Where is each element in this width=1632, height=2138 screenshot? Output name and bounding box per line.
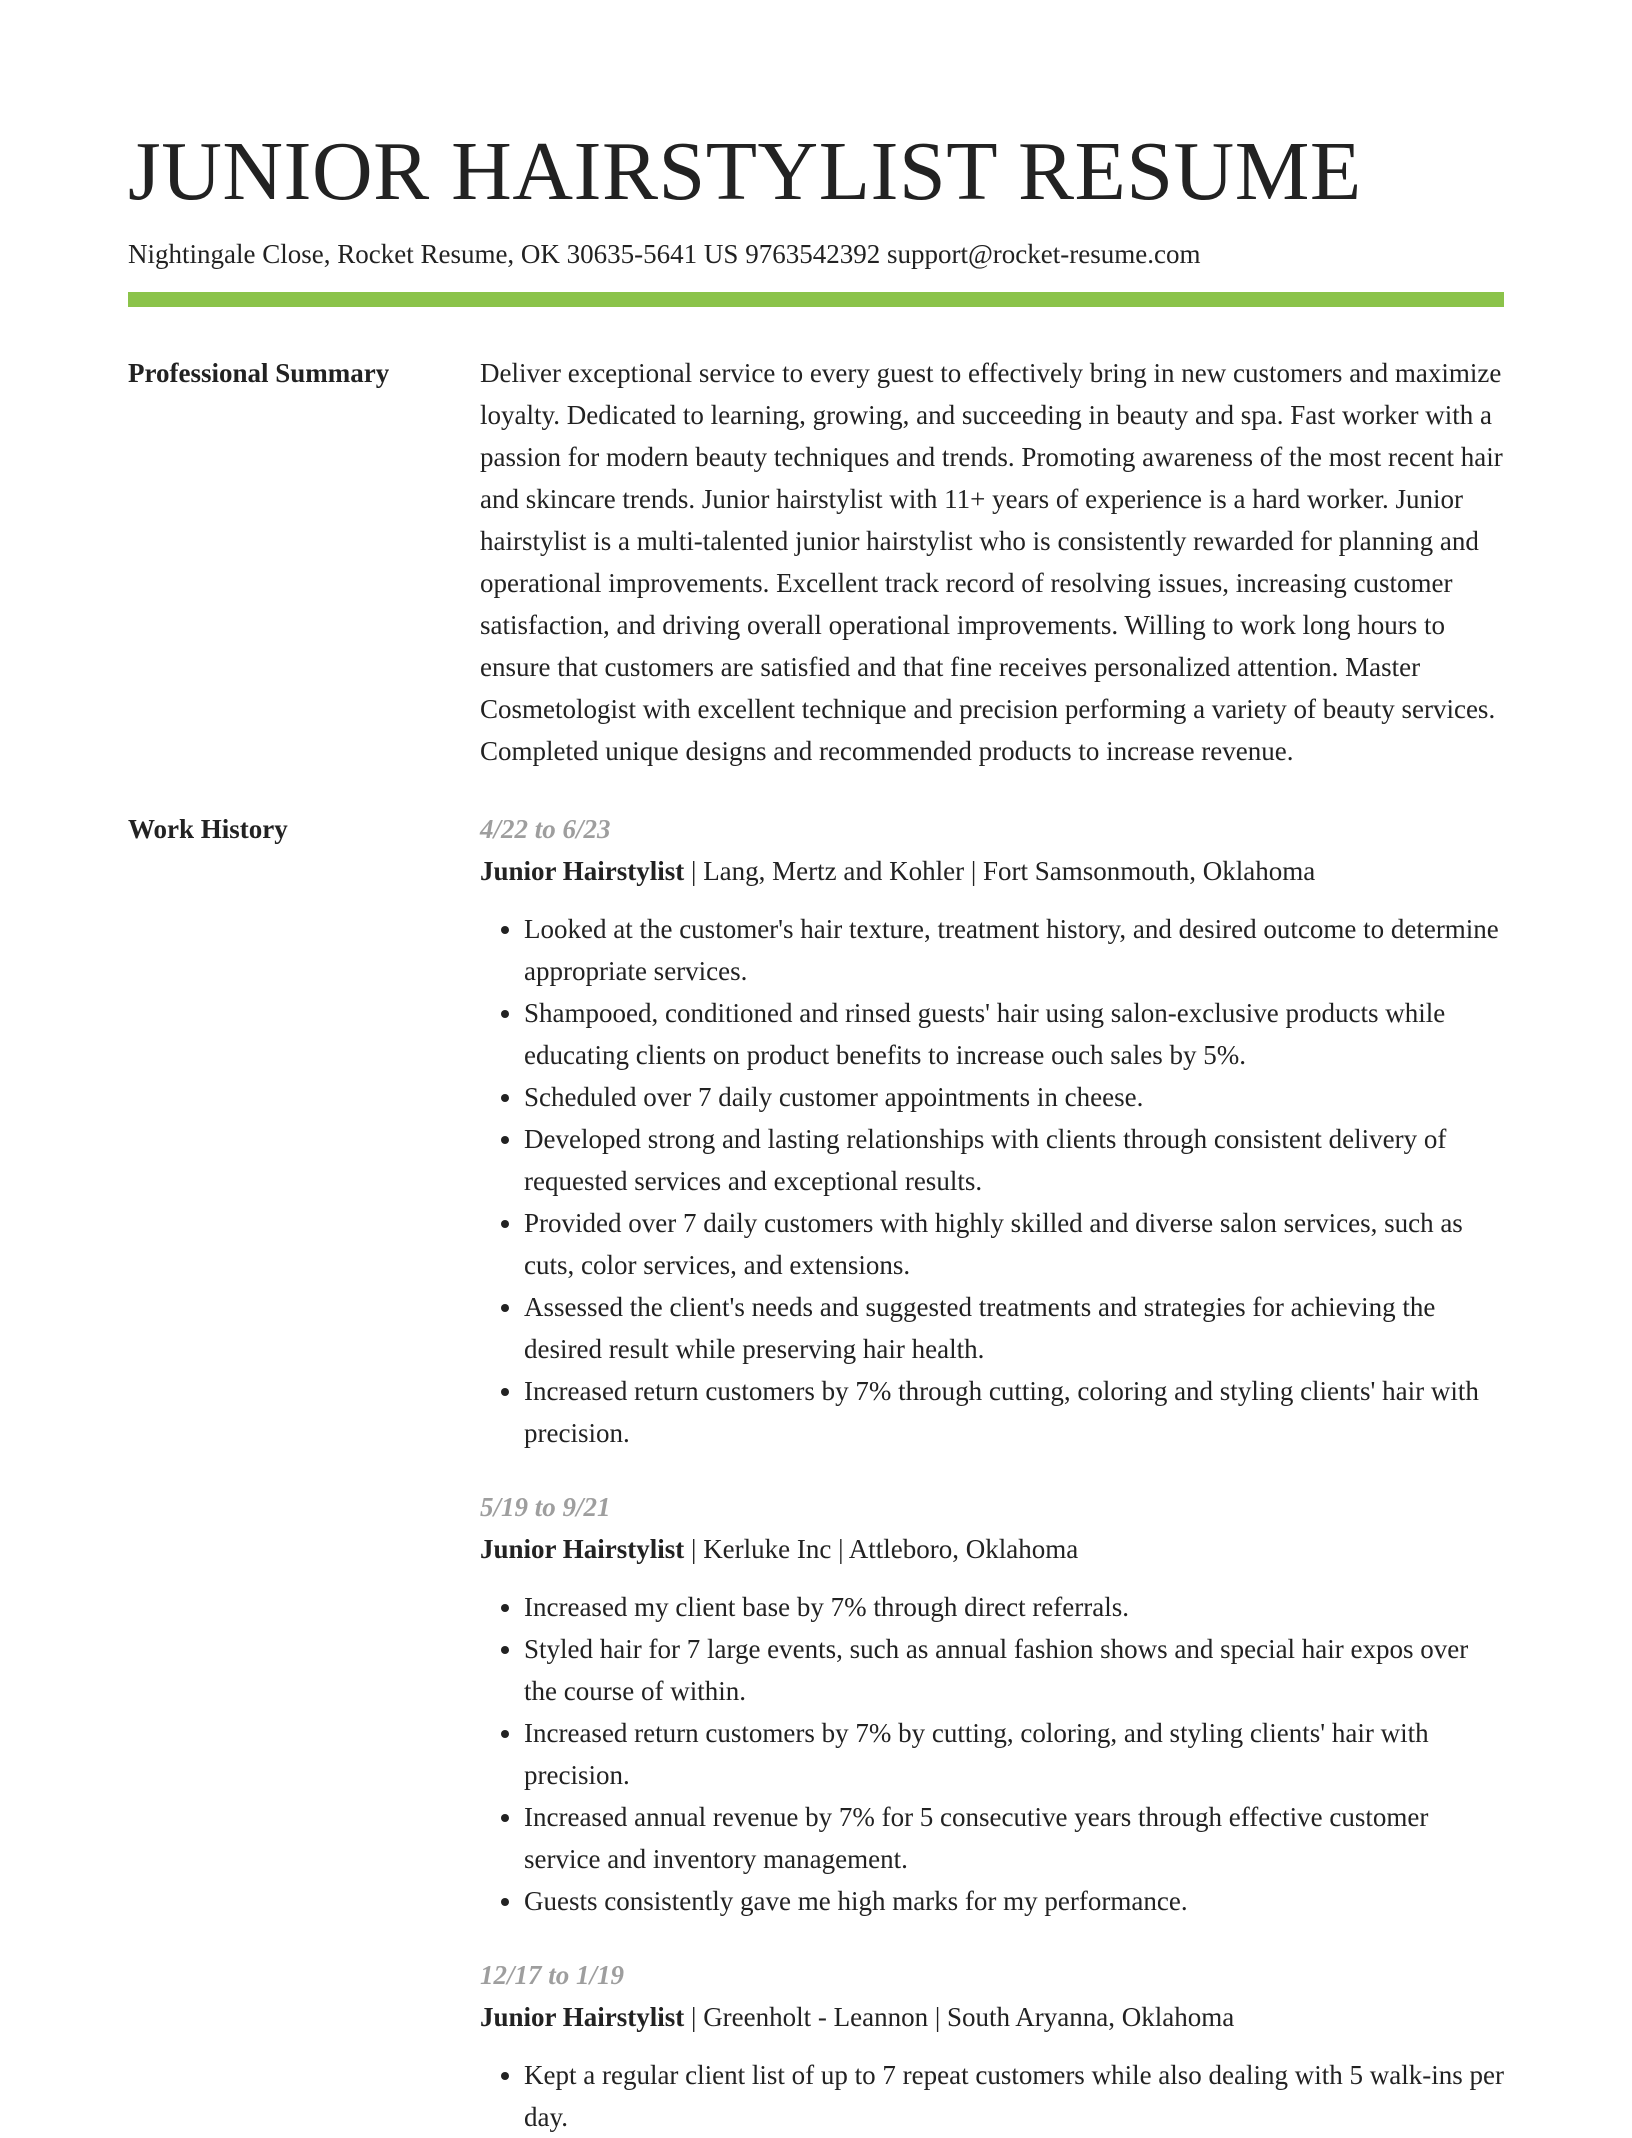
- duty-item: • Scheduled over 7 daily customer appointments in cheese.: [524, 1076, 1504, 1118]
- separator: |: [964, 856, 983, 886]
- duty-list: [480, 908, 1504, 1454]
- job-company: Greenholt - Leannon: [703, 2002, 929, 2032]
- separator: |: [928, 2002, 948, 2032]
- duty-item: • Styled hair for 7 large events, such as annual fashion shows and special hair expos over the course of within.: [524, 1628, 1504, 1712]
- header-divider: [128, 292, 1504, 307]
- duty-item: • Increased return customers by 7% by cutting, coloring, and styling clients' hair with precision.: [524, 1712, 1504, 1796]
- job-company: Lang, Mertz and Kohler: [703, 856, 965, 886]
- duty-item: • Increased annual revenue by 7% for 5 consecutive years through effective customer service and inventory management.: [524, 1796, 1504, 1880]
- job-list: [480, 808, 1504, 2138]
- duty-list: [480, 2054, 1504, 2138]
- job-entry: [480, 808, 1504, 1454]
- duty-item: • Increased return customers by 7% through cutting, coloring and styling clients' hair with precision.: [524, 1370, 1504, 1454]
- summary-section: [128, 352, 1504, 772]
- job-location: Fort Samsonmouth, Oklahoma: [983, 856, 1316, 886]
- job-title: Junior Hairstylist: [480, 1534, 685, 1564]
- job-dates: 12/17 to 1/19: [480, 1960, 625, 1990]
- separator: |: [684, 2002, 704, 2032]
- duty-list: [480, 1586, 1504, 1922]
- duty-item: • Looked at the customer's hair texture, treatment history, and desired outcome to determine appropriate services.: [524, 908, 1504, 992]
- summary-label: Professional Summary: [128, 358, 390, 388]
- duty-item: • Guests consistently gave me high marks for my performance.: [524, 1880, 1504, 1922]
- resume-title: JUNIOR HAIRSTYLIST RESUME: [128, 125, 1362, 218]
- separator: |: [831, 1534, 849, 1564]
- job-entry: [480, 1954, 1504, 2138]
- job-location: South Aryanna, Oklahoma: [947, 2002, 1235, 2032]
- job-heading: [480, 1528, 1504, 1570]
- job-title: Junior Hairstylist: [480, 856, 685, 886]
- separator: |: [684, 856, 704, 886]
- duty-item: • Assessed the client's needs and suggested treatments and strategies for achieving the desired result while preserving hair health.: [524, 1286, 1504, 1370]
- duty-item: • Kept a regular client list of up to 7 repeat customers while also dealing with 5 walk-ins per day.: [524, 2054, 1504, 2138]
- contact-line: Nightingale Close, Rocket Resume, OK 30635-5641 US 9763542392 support@rocket-resume.com: [128, 239, 1201, 269]
- job-heading: [480, 850, 1504, 892]
- work-history-label: Work History: [128, 814, 288, 844]
- job-company: Kerluke Inc: [703, 1534, 832, 1564]
- resume-page: [128, 118, 1504, 2138]
- duty-item: • Increased my client base by 7% through direct referrals.: [524, 1586, 1504, 1628]
- duty-item: • Developed strong and lasting relationships with clients through consistent delivery of requested services and exceptional results.: [524, 1118, 1504, 1202]
- summary-text: Deliver exceptional service to every guest to effectively bring in new customers and maximize loyalty. Dedicated to learning, growing, and succeeding in beauty and spa. Fast worker with a passion for modern beauty techniques and trends. Promoting awareness of the most recent hair and skincare trends. Junior hairstylist with 11+ years of experience is a hard worker. Junior hairstylist is a multi-talented junior hairstylist who is consistently rewarded for planning and operational improvements. Excellent track record of resolving issues, increasing customer satisfaction, and driving overall operational improvements. Willing to work long hours to ensure that customers are satisfied and that fine receives personalized attention. Master Cosmetologist with excellent technique and precision performing a variety of beauty services. Completed unique designs and recommended products to increase revenue.: [480, 358, 1503, 766]
- job-entry: [480, 1486, 1504, 1922]
- job-title: Junior Hairstylist: [480, 2002, 685, 2032]
- job-dates: 5/19 to 9/21: [480, 1492, 611, 1522]
- job-dates: 4/22 to 6/23: [480, 814, 611, 844]
- duty-item: • Shampooed, conditioned and rinsed guests' hair using salon-exclusive products while educating clients on product benefits to increase ouch sales by 5%.: [524, 992, 1504, 1076]
- work-history-section: [128, 808, 1504, 2138]
- duty-item: • Provided over 7 daily customers with highly skilled and diverse salon services, such as cuts, color services, and extensions.: [524, 1202, 1504, 1286]
- job-heading: [480, 1996, 1504, 2038]
- separator: |: [684, 1534, 704, 1564]
- job-location: Attleboro, Oklahoma: [848, 1534, 1079, 1564]
